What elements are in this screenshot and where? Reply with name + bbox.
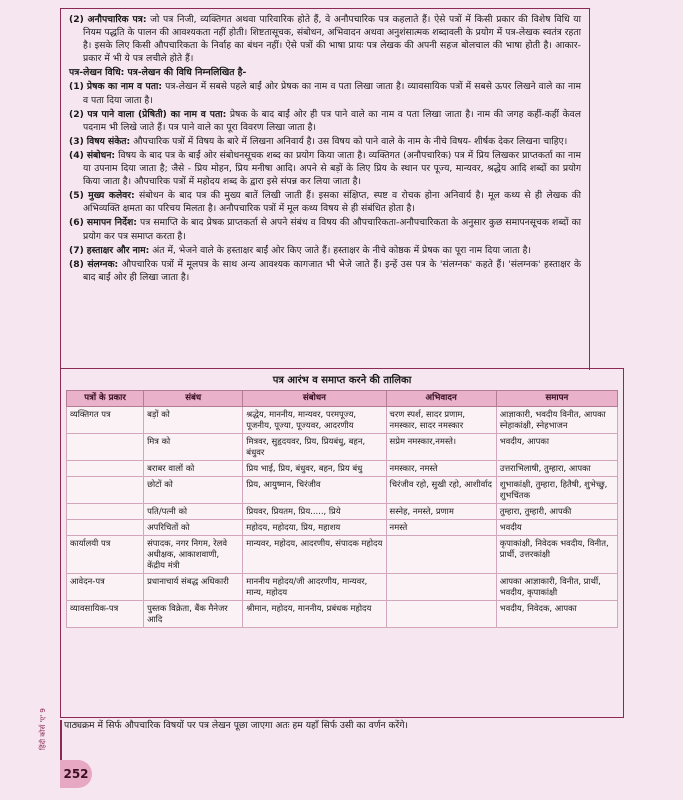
table-row: [67, 536, 618, 574]
step-number: (2): [69, 108, 84, 120]
table-cell: प्रिय, आयुष्मान, चिरंजीव: [243, 477, 386, 504]
step-text: पत्र समाप्ति के बाद प्रेषक प्राप्तकर्ता से अपने संबंध व विषय की औपचारिकता-अनौपचारिकता के अनुसार कुछ समापनसूचक शब्दों का प्रयोग कर पत्र समाप्त करता है।: [83, 217, 582, 242]
table-header-cell: संबोधन: [243, 391, 386, 407]
step-item: [69, 258, 581, 284]
table-cell: [67, 461, 144, 477]
table-header-row: [67, 391, 618, 407]
table-row: [67, 574, 618, 601]
step-item: [69, 216, 581, 242]
step-text: संबोधन के बाद पत्र की मुख्य बातें लिखी जाती हैं। इसका संक्षिप्त, स्पष्ट व रोचक होना अनिवार्य है। मूल कथ्य से ही लेखक की अभिव्यक्ति क्षमता का परिचय मिलता है। अनौपचारिक पत्रों में मूल कथ्य विषय से ही संबंधित होता है।: [83, 190, 581, 215]
table-cell: व्यक्तिगत पत्र: [67, 407, 144, 434]
item-text: जो पत्र निजी, व्यक्तिगत अथवा पारिवारिक होते हैं, वे अनौपचारिक पत्र कहलाते हैं। ऐसे पत्रों में किसी प्रकार की विशेष विधि या नियम पद्धति के पालन की आवश्यकता नहीं होती। शिष्टतासूचक, संबोधन, अभिवादन अथवा अनुशंसात्मक शब्दावली के प्रयोग में पत्र-लेखक स्वतंत्र रहता है। इसके लिए किसी औपचारिकता के निर्वाह का बंधन नहीं। ऐसे पत्रों की भाषा प्रायः पत्र लेखक की अपनी सहज बोलचाल की भाषा होती है। आकार-प्रकार में भी ये पत्र लचीले होते हैं।: [83, 14, 581, 65]
item-number: (2): [69, 14, 84, 25]
table-cell: नमस्कार, नमस्ते: [386, 461, 496, 477]
table-cell: संपादक, नगर निगम, रेलवे अधीक्षक, आकाशवाणी, केंद्रीय मंत्री: [144, 536, 243, 574]
step-item: [69, 80, 581, 106]
table-cell: आज्ञाकारी, भवदीय विनीत, आपका स्नेहाकांक्षी, स्नेहभाजन: [496, 407, 617, 434]
step-heading: समापन निर्देश:: [86, 217, 137, 229]
table-cell: माननीय महोदय/जी आदरणीय, मान्यवर, मान्य, महोदय: [243, 574, 386, 601]
table-cell: व्यावसायिक-पत्र: [67, 601, 144, 628]
table-header-cell: संबंध: [144, 391, 243, 407]
step-text: औपचारिक पत्रों में विषय के बारे में लिखना अनिवार्य है। उस विषय को पाने वाले के नाम के नीचे विषय- शीर्षक देकर लिखना चाहिए।: [133, 135, 568, 147]
step-text: अंत में, भेजने वाले के हस्ताक्षर बाईं ओर किए जाते हैं। हस्ताक्षर के नीचे कोष्ठक में प्रेषक का पूरा नाम दिया जाता है।: [152, 244, 532, 256]
table-cell: [386, 601, 496, 628]
letter-table-box: [60, 368, 624, 718]
table-row: [67, 461, 618, 477]
footer-note: पाठ्यक्रम में सिर्फ औपचारिक विषयों पर पत्र लेखन पूछा जाएगा अतः हम यहाँ सिर्फ उसी का वर्णन करेंगे।: [64, 720, 408, 731]
letter-opening-closing-table: [66, 390, 618, 628]
table-row: [67, 601, 618, 628]
method-heading: पत्र-लेखन विधि: पत्र-लेखन की विधि निम्नलिखित है-: [69, 67, 247, 79]
step-heading: मुख्य कलेवर:: [88, 190, 135, 202]
table-cell: भवदीय: [496, 520, 617, 536]
side-divider: [60, 720, 62, 760]
step-text: पत्र-लेखन में सबसे पहले बाईं ओर प्रेषक का नाम व पता लिखा जाता है। व्यावसायिक पत्रों में सबसे ऊपर लिखने वाले का नाम व पता दिया जाता है।: [83, 81, 581, 106]
table-cell: महोदय, महोदया, प्रिय, महाशय: [243, 520, 386, 536]
table-cell: [386, 536, 496, 574]
table-cell: सप्रेम नमस्कार,नमस्ते।: [386, 434, 496, 461]
table-cell: श्रीमान, महोदय, माननीय, प्रबंधक महोदय: [243, 601, 386, 628]
table-cell: [386, 574, 496, 601]
table-row: [67, 407, 618, 434]
step-item: [69, 189, 581, 215]
table-cell: नमस्ते: [386, 520, 496, 536]
table-cell: आपका आज्ञाकारी, विनीत, प्रार्थी, भवदीय, कृपाकांक्षी: [496, 574, 617, 601]
table-row: [67, 434, 618, 461]
table-header-cell: अभिवादन: [386, 391, 496, 407]
table-body: [67, 407, 618, 628]
table-cell: सस्नेह, नमस्ते, प्रणाम: [386, 504, 496, 520]
step-number: (5): [69, 190, 84, 202]
step-text: औपचारिक पत्रों में मूलपत्र के साथ अन्य आवश्यक कागजात भी भेजे जाते हैं। इन्हें उस पत्र के 'संलग्नक' कहते हैं। 'संलग्नक' हस्ताक्षर के बाद बाईं ओर ही लिखा जाता है।: [83, 258, 582, 283]
table-cell: बड़ों को: [144, 407, 243, 434]
table-cell: बराबर वालों को: [144, 461, 243, 477]
table-cell: छोटों को: [144, 477, 243, 504]
step-number: (8): [69, 258, 84, 270]
step-item: [69, 149, 581, 188]
step-item: [69, 108, 581, 134]
step-item: [69, 135, 581, 148]
table-cell: मान्यवर, महोदय, आदरणीय, संपादक महोदय: [243, 536, 386, 574]
table-header-cell: समापन: [496, 391, 617, 407]
step-heading: प्रेषक का नाम व पता:: [86, 81, 163, 93]
table-cell: [67, 504, 144, 520]
table-cell: प्रिय भाई, प्रिय, बंधुवर, बहन, प्रिय बंधु: [243, 461, 386, 477]
step-heading: पत्र पाने वाला (प्रेषिती) का नाम व पता:: [87, 108, 227, 120]
step-heading: संबोधन:: [86, 149, 116, 161]
table-cell: कृपाकांक्षी, निवेदक भवदीय, विनीत, प्रार्थी, उत्तरकांक्षी: [496, 536, 617, 574]
step-number: (6): [69, 217, 84, 229]
table-cell: श्रद्धेय, माननीय, मान्यवर, परमपूज्य, पूजनीय, पूज्या, पूज्यवर, आदरणीय: [243, 407, 386, 434]
step-number: (7): [69, 244, 84, 256]
step-text: विषय के बाद पत्र के बाईं ओर संबोधनसूचक शब्द का प्रयोग किया जाता है। व्यक्तिगत (अनौपचारिक) पत्र में प्रिय लिखकर प्राप्तकर्ता का नाम या उपनाम दिया जाता है; जैसे - प्रिय मोहन, प्रिय मनीषा आदि। अपने से बड़ों के लिए प्रिय के स्थान पर पूज्य, मान्यवर, श्रद्धेय आदि शब्दों का प्रयोग किया जाता है। औपचारिक पत्रों में महोदय शब्द के द्वारा इसे संपन्न कर लिया जाता है।: [83, 149, 581, 188]
table-title: पत्र आरंभ व समाप्त करने की तालिका: [272, 375, 412, 386]
table-cell: प्रधानाचार्य संबद्ध अधिकारी: [144, 574, 243, 601]
table-cell: [67, 520, 144, 536]
table-cell: भवदीय, निवेदक, आपका: [496, 601, 617, 628]
table-cell: पति/पत्नी को: [144, 504, 243, 520]
item-heading: अनौपचारिक पत्र:: [87, 14, 147, 25]
table-cell: भवदीय, आपका: [496, 434, 617, 461]
steps-list: [69, 80, 581, 283]
table-cell: कार्यालयी पत्र: [67, 536, 144, 574]
step-item: [69, 244, 581, 257]
table-cell: चरण स्पर्श, सादर प्रणाम, नमस्कार, सादर नमस्कार: [386, 407, 496, 434]
step-heading: संलग्नक:: [87, 258, 119, 270]
table-cell: [67, 434, 144, 461]
page-number: 252: [60, 760, 92, 788]
table-cell: मित्र को: [144, 434, 243, 461]
table-row: [67, 477, 618, 504]
table-cell: शुभाकांक्षी, तुम्हारा, हितैषी, शुभेच्छु, शुभचिंतक: [496, 477, 617, 504]
table-cell: आवेदन-पत्र: [67, 574, 144, 601]
step-number: (3): [69, 135, 84, 147]
table-cell: चिरंजीव रहो, सुखी रहो, आशीर्वाद: [386, 477, 496, 504]
table-row: [67, 504, 618, 520]
table-cell: [67, 477, 144, 504]
step-heading: विषय संकेत:: [86, 135, 131, 147]
side-label: हिंदी कोर्स 'ए' 9: [39, 708, 47, 750]
table-cell: तुम्हारा, तुम्हारी, आपकी: [496, 504, 617, 520]
table-header-cell: पत्रों के प्रकार: [67, 391, 144, 407]
step-number: (4): [69, 149, 84, 161]
step-heading: हस्ताक्षर और नाम:: [86, 244, 150, 256]
table-cell: उत्तराभिलाषी, तुम्हारा, आपका: [496, 461, 617, 477]
table-cell: मित्रवर, सुहृदयवर, प्रिय, प्रियबंधु, बहन, बंधुवर: [243, 434, 386, 461]
step-text: प्रेषक के बाद बाईं ओर ही पत्र पाने वाले का नाम व पता लिखा जाता है। नाम की जगह कहीं-कहीं केवल पदनाम भी लिखे जाते हैं। पत्र पाने वाले का पूरा विवरण लिखा जाता है।: [83, 108, 581, 133]
letter-writing-text: [60, 8, 590, 370]
table-cell: पुस्तक विक्रेता, बैंक मैनेजर आदि: [144, 601, 243, 628]
step-number: (1): [69, 81, 84, 93]
table-row: [67, 520, 618, 536]
informal-letter-paragraph: [69, 13, 581, 65]
table-cell: अपरिचितों को: [144, 520, 243, 536]
table-cell: प्रियवर, प्रियतम, प्रिय....., प्रिये: [243, 504, 386, 520]
